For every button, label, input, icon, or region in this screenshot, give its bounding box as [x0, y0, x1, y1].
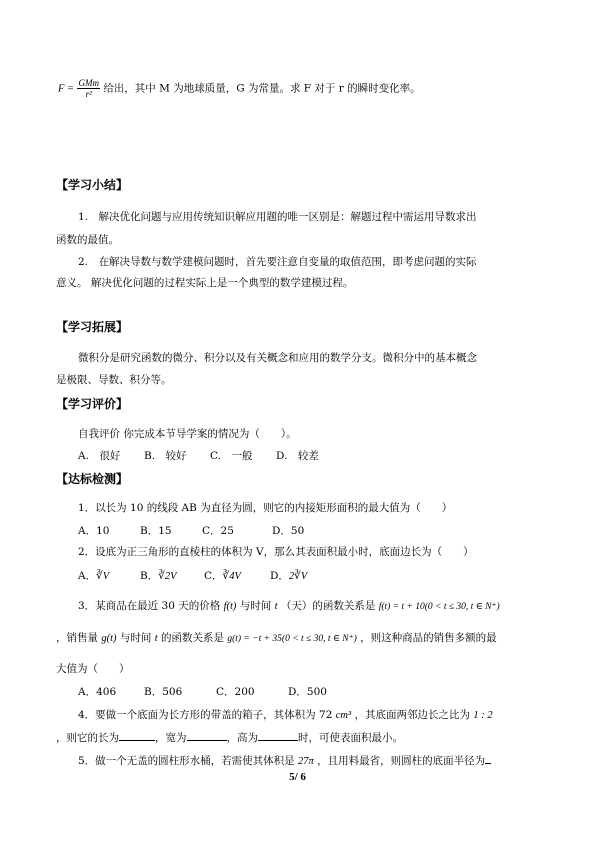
test-heading: 【达标检测】 — [56, 472, 129, 486]
formula-lhs: F = — [58, 83, 75, 95]
q2-options — [78, 569, 307, 584]
q4-text-2: ，其底面两邻边长之比为 — [354, 709, 470, 721]
q2-option-b — [140, 569, 204, 584]
q5-text-1: 5．做一个无盖的圆柱形水桶，若需使其体积是 — [78, 755, 295, 767]
expand-line-1: 微积分是研究函数的微分、积分以及有关概念和应用的数学分支。微积分中的基本概念 — [78, 352, 477, 364]
q5-line — [78, 752, 491, 769]
evaluation-question: 自我评价 你完成本节导学案的情况为（ ）。 — [78, 428, 297, 440]
q3-text-5: 与时间 — [119, 632, 152, 644]
q4-unit: cm³ — [335, 710, 352, 721]
q4-width-blank[interactable] — [187, 729, 227, 741]
evaluation-options — [78, 449, 319, 463]
q3-math-f-def: f(t) = t + 10(0 < t ≤ 30, t ∈ N⁺) — [378, 602, 500, 612]
q1-option-a: A．10 — [78, 525, 110, 537]
q2-option-c-math: ∛4V — [222, 571, 241, 582]
q2-option-a-letter: A． — [78, 570, 97, 582]
q3-math-t-2: t — [154, 633, 158, 644]
formula-denominator: r² — [85, 89, 92, 99]
q4-ratio: 1 : 2 — [473, 710, 493, 721]
q3-math-f: f(t) — [223, 601, 237, 612]
q4-text-5: ，高为 — [226, 732, 258, 744]
q5-text-2: ，且用料最省，则圆柱的底面半径为 — [317, 755, 486, 767]
q2-option-a-math: ∛V — [96, 571, 110, 582]
evaluation-option-a: A. 很好 — [78, 450, 121, 462]
q4-length-blank[interactable] — [119, 729, 155, 741]
summary-item-1-line-1: 1. 解决优化问题与应用传统知识解应用题的唯一区别是：解题过程中需运用导数求出 — [78, 211, 477, 223]
q4-text-3: ，则它的长为 — [56, 732, 119, 744]
q1-option-b: B．15 — [140, 525, 172, 537]
q2-option-c — [204, 569, 270, 584]
q5-math-volume: 27π — [298, 756, 314, 767]
q3-math-g-def: g(t) = −t + 35(0 < t ≤ 30, t ∈ N⁺) — [227, 634, 357, 644]
evaluation-heading: 【学习评价】 — [56, 397, 129, 411]
q4-line-1 — [78, 708, 493, 723]
q3-option-c: C．200 — [216, 686, 255, 698]
q4-line-2 — [56, 729, 403, 745]
q2-option-a — [78, 569, 140, 584]
q1-option-d: D．50 — [272, 525, 305, 537]
intro-text: 给出，其中 M 为地球质量，G 为常量。求 F 对于 r 的瞬时变化率。 — [103, 82, 421, 95]
q4-text-6: 时，可使表面积最小。 — [298, 732, 403, 744]
q1-option-c: C．25 — [202, 525, 234, 537]
evaluation-option-d: D. 较差 — [276, 450, 319, 462]
q5-radius-blank[interactable] — [485, 752, 491, 764]
q3-option-d: D．500 — [288, 686, 327, 698]
q2-option-d-math: 2∛V — [288, 571, 308, 582]
summary-item-1-line-2: 函数的最值。 — [56, 234, 119, 246]
q2-option-b-letter: B． — [140, 570, 159, 582]
intro-line — [58, 78, 421, 100]
q1-text: 1．以长为 10 的线段 AB 为直径为圆，则它的内接矩形面积的最大值为（ ） — [78, 502, 453, 514]
expand-heading: 【学习拓展】 — [56, 320, 129, 334]
evaluation-option-b: B. 较好 — [144, 450, 187, 462]
evaluation-option-c: C. 一般 — [210, 450, 253, 462]
q3-line-1 — [78, 599, 500, 614]
q3-options — [78, 685, 327, 699]
formula-fraction — [77, 78, 100, 99]
q1-options — [78, 524, 304, 538]
q4-height-blank[interactable] — [258, 729, 298, 741]
q3-line-2 — [56, 631, 497, 646]
q3-math-g: g(t) — [101, 633, 117, 644]
q4-text-4: ，宽为 — [155, 732, 187, 744]
q4-text-1: 4．要做一个底面为长方形的带盖的箱子，其体积为 72 — [78, 709, 333, 721]
q3-option-b: B．506 — [144, 686, 183, 698]
q3-text-1: 3．某商品在最近 30 天的价格 — [78, 600, 221, 612]
page-number: 5/ 6 — [289, 771, 306, 783]
summary-item-2-line-2: 意义。 解决优化问题的过程实际上是一个典型的数学建模过程。 — [56, 277, 354, 289]
q3-line-3: 大值为（ ） — [56, 663, 130, 675]
q2-option-d-letter: D． — [270, 570, 289, 582]
q2-text: 2．设底为正三角形的直棱柱的体积为 V，那么其表面积最小时，底面边长为（ ） — [78, 546, 474, 558]
q3-text-6: 的函数关系是 — [160, 632, 224, 644]
q2-option-c-letter: C． — [204, 570, 223, 582]
q3-option-a: A．406 — [78, 686, 117, 698]
summary-item-2-line-1: 2. 在解决导数与数学建模问题时，首先要注意自变量的取值范围，即考虑问题的实际 — [78, 256, 477, 268]
expand-line-2: 是极限、导数、积分等。 — [56, 374, 172, 386]
formula-numerator: GMm — [78, 78, 99, 88]
summary-heading: 【学习小结】 — [56, 178, 129, 192]
q3-text-3: （天）的函数关系是 — [280, 600, 376, 612]
q3-text-2: 与时间 — [239, 600, 272, 612]
q3-math-t: t — [274, 601, 278, 612]
q3-text-7: ，则这种商品的销售多额的最 — [360, 632, 497, 644]
q2-option-b-math: ∛2V — [158, 571, 177, 582]
q2-option-d — [270, 569, 307, 584]
q3-text-4: ，销售量 — [56, 632, 98, 644]
